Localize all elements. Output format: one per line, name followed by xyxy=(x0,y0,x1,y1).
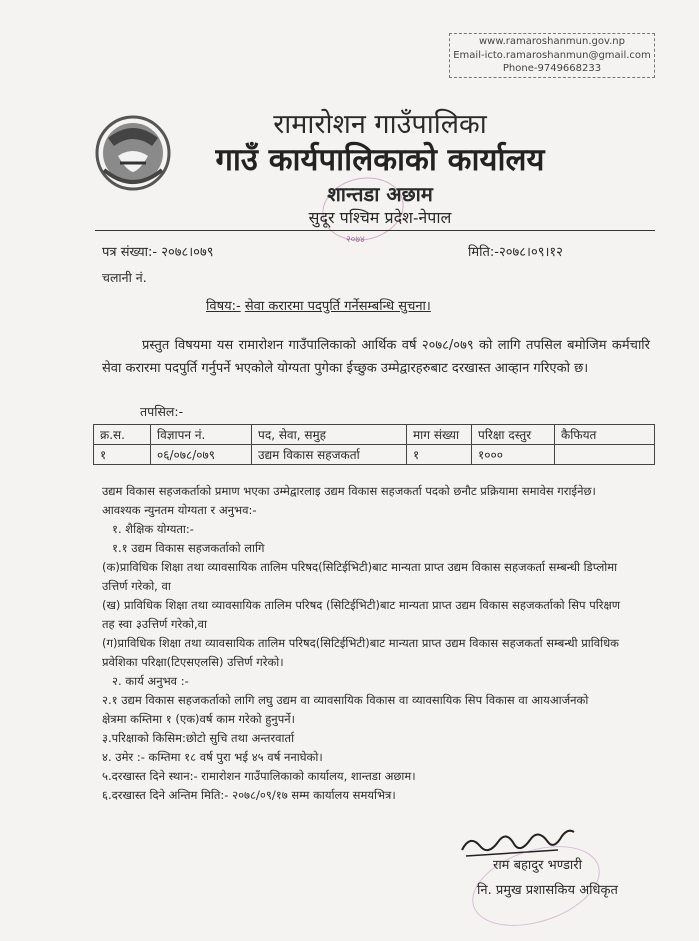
subject-line: विषय:- सेवा करारमा पदपुर्ति गर्नेसम्बन्धि सुचना। xyxy=(206,299,431,314)
stamp-number: २०७४ xyxy=(346,235,365,245)
office-name: गाउँ कार्यपालिकाको कार्यालय xyxy=(215,142,545,178)
col-serial: क्र.स. xyxy=(94,425,151,445)
contact-box xyxy=(449,33,655,78)
office-location: शान्तडा अछाम xyxy=(327,182,433,206)
phone-text: Phone-9749668233 xyxy=(502,63,602,74)
website-text: www.ramaroshanmun.gov.np xyxy=(479,36,625,47)
section-education: १. शैक्षिक योग्यता:- xyxy=(112,522,194,536)
signatory-title: नि. प्रमुख प्रशासकिय अधिकृत xyxy=(477,883,618,898)
requirement-kha-line1: (ख) प्राविधिक शिक्षा तथा व्यावसायिक तालिम परिषद (सिटिईभिटी)बाट मान्यता प्राप्त उद्यम विकास सहजकर्ताको सिप परिक्षण xyxy=(102,598,621,612)
col-advert-no: विज्ञापन नं. xyxy=(151,425,252,445)
col-exam-fee: परिक्षा दस्तुर xyxy=(472,425,555,445)
dispatch-number: चलानी नं. xyxy=(102,270,147,285)
col-position: पद, सेवा, समुह xyxy=(252,425,407,445)
municipality-name: रामारोशन गाउँपालिका xyxy=(273,109,487,140)
col-demand: माग संख्या xyxy=(407,425,472,445)
requirement-note: उद्यम विकास सहजकर्ताको प्रमाण भएका उम्मेद्वारलाइ उद्यम विकास सहजकर्ता पदको छनौट प्रक्रियामा समावेस गराईनेछ। xyxy=(102,484,596,498)
header-divider xyxy=(95,230,655,231)
section-experience: २. कार्य अनुभव :- xyxy=(112,674,189,688)
vacancy-table xyxy=(93,424,655,465)
section-age: ४. उमेर :- कम्तिमा १८ वर्ष पुरा भई ४५ वर्ष ननाघेको। xyxy=(102,750,323,764)
body-paragraph: प्रस्तुत विषयमा यस रामारोशन गाउँपालिकाको आर्थिक वर्ष २०७८/०७९ को लागि तपसिल बमोजिम कर्मचारि सेवा करारमा पदपुर्ति गर्नुपर्ने भएकोले योग्यता पुगेका ईच्छुक उम्मेद्वारहरुबाट दरखास्त आव्हान गरिएको छ। xyxy=(102,338,650,376)
table-header-row xyxy=(94,425,655,445)
table-row: १ ०६/०७८/०७९ उद्यम विकास सहजकर्ता १ १००० xyxy=(94,445,655,465)
requirement-ka-line1: (क)प्राविधिक शिक्षा तथा व्यावसायिक तालिम परिषद(सिटिईभिटी)बाट मान्यता प्राप्त उद्यम विकास सहजकर्ता सम्बन्धी डिप्लोमा xyxy=(102,560,618,574)
col-remarks: कैफियत xyxy=(555,425,655,445)
section-deadline: ६.दरखास्त दिने अन्तिम मिति:- २०७८/०९/१७ सम्म कार्यालय समयभित्र। xyxy=(102,788,396,802)
section-application-place: ५.दरखास्त दिने स्थान:- रामारोशन गाउँपालिकाको कार्यालय, शान्तडा अछाम। xyxy=(102,769,416,783)
signatory-name: राम बहादुर भण्डारी xyxy=(493,858,582,873)
province-name: सुदूर पश्चिम प्रदेश-नेपाल xyxy=(308,208,452,227)
requirement-ga-line2: प्रवेशिका परिक्षा(टिएसएलसि) उत्तिर्ण गरेको। xyxy=(102,655,284,669)
reference-number: पत्र संख्या:- २०७८।०७९ xyxy=(102,245,214,260)
section-exam-type: ३.परिक्षाको किसिम:छोटो सुचि तथा अन्तरवार्ता xyxy=(102,731,295,745)
requirement-kha-line2: तह स्वा ३उत्तिर्ण गरेको,वा xyxy=(102,617,208,631)
experience-2-1-line1: २.१ उद्यम विकास सहजकर्ताको लागि लघु उद्यम वा व्यावसायिक विकास वा व्यावसायिक सिप विकास वा आयआर्जनको xyxy=(102,693,589,707)
section-education-1-1: १.१ उद्यम विकास सहजकर्ताको लागि xyxy=(112,541,265,555)
requirement-ka-line2: उत्तिर्ण गरेको, वा xyxy=(102,579,171,593)
email-text: Email-icto.ramaroshanmun@gmail.com xyxy=(453,49,651,61)
letter-date: मिति:-२०७८।०९।१२ xyxy=(468,245,563,260)
requirement-ga-line1: (ग)प्राविधिक शिक्षा तथा व्यावसायिक तालिम परिषद(सिटिईभिटी)बाट मान्यता प्राप्त उद्यम विकास सहजकर्ता सम्बन्धी प्राविधिक xyxy=(102,636,620,650)
details-label: तपसिल:- xyxy=(140,404,184,419)
requirement-intro: आवश्यक न्युनतम योग्यता र अनुभव:- xyxy=(102,503,257,517)
experience-2-1-line2: क्षेत्रमा कम्तिमा १ (एक)वर्ष काम गरेको हुनुपर्ने। xyxy=(102,712,295,726)
